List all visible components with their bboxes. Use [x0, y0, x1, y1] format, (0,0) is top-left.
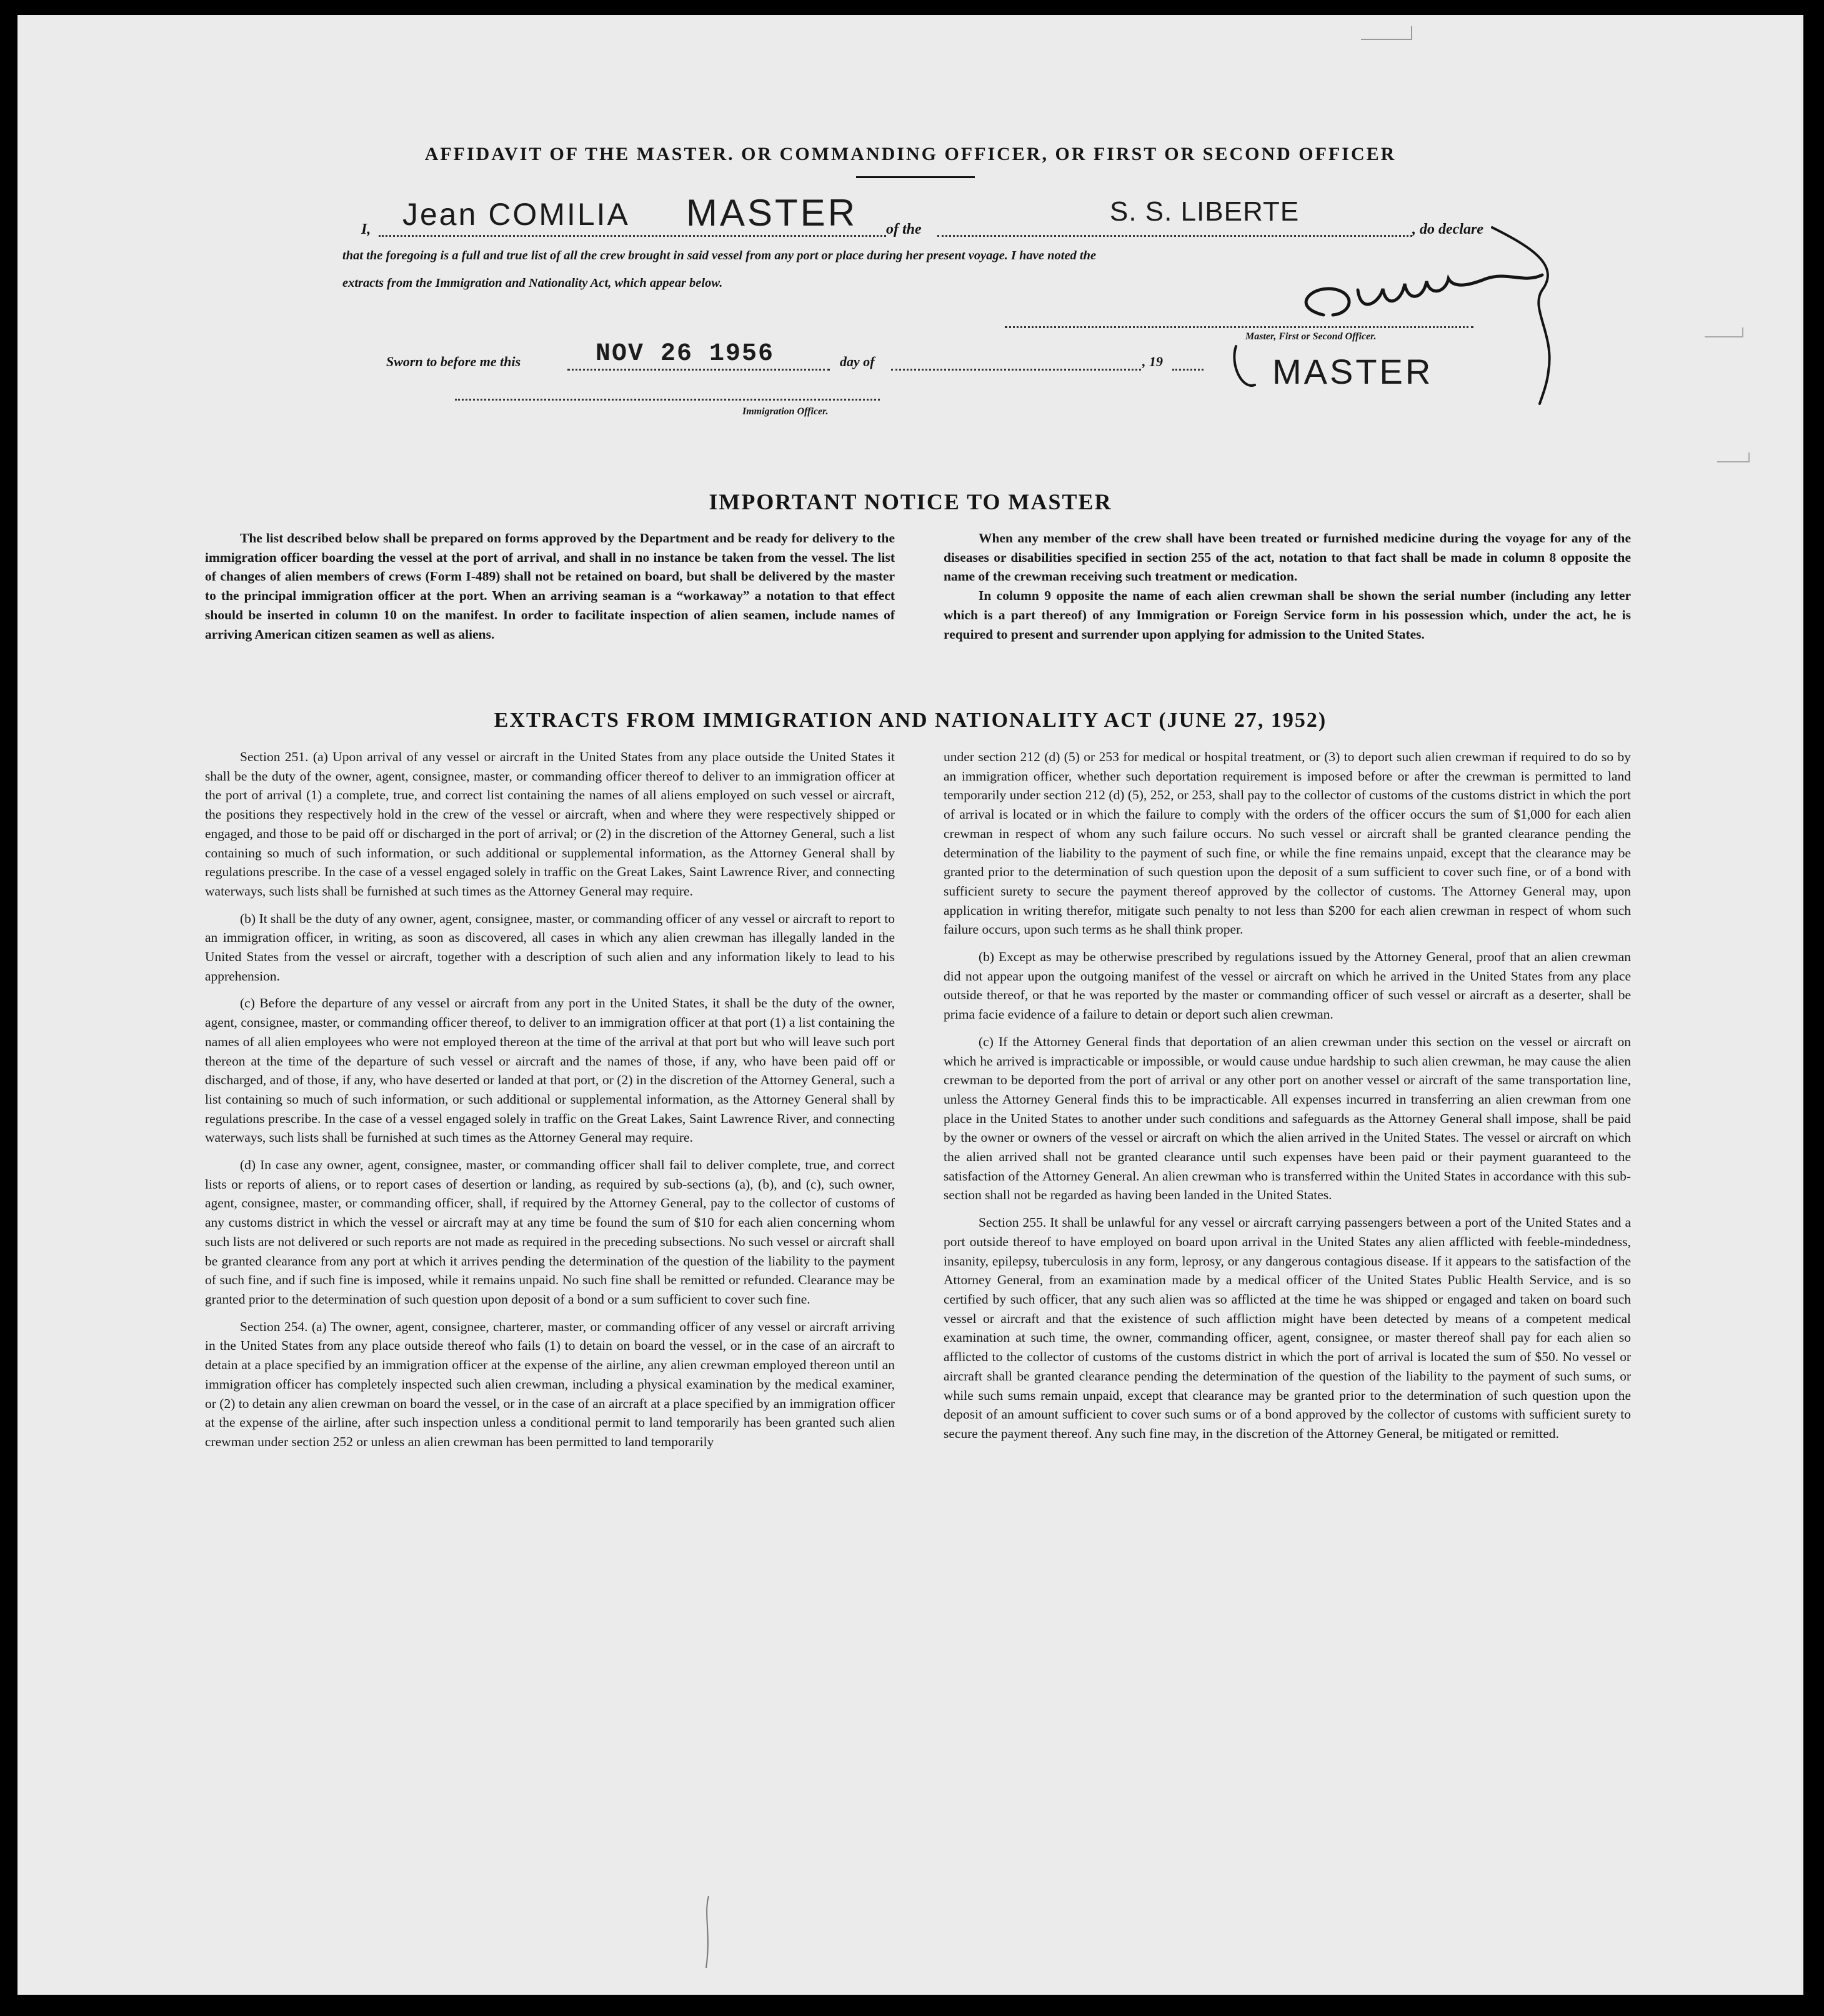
i-label: I, [361, 221, 371, 237]
notice-right-p2: In column 9 opposite the name of each alien crewman shall be shown the serial number (including any letter which is a part thereof) of any Immigration or Foreign Service form in his possession which, under the act, he is required to present and surrender upon applying for admission to the United States. [944, 588, 1631, 642]
section-255: Section 255. It shall be unlawful for any vessel or aircraft carrying passengers between a port of the United States and a port outside thereof to have employed on board upon arrival in the United States any alien afflicted with feeble-mindedness, insanity, epilepsy, tuberculosis in any form, leprosy, or any dangerous contagious disease. If it appears to the satisfaction of the Attorney General, from an examination made by a medical officer of the United States Public Health Service, and is so certified by such officer, that any such alien was so afflicted at the time he was shipped or engaged and taken on board such vessel or aircraft and that the existence of such affliction might have been detected by means of a competent medical examination at such time, the owner, commanding officer, agent, consignee, or master thereof shall pay for each alien so afflicted to the collector of customs of the customs district in which the port of arrival is located the sum of $50. No vessel or aircraft shall be granted clearance pending the determination of the question of the liability to the payment of such sums, or while such sums remain unpaid, except that clearance may be granted prior to the determination of such question upon the deposit of an amount sufficient to cover such sums or of a bond approved by the collector of customs with sufficient surety to secure the payment thereof. Any such fine may, in the discretion of the Attorney General, be mitigated or remitted. [944, 1215, 1631, 1441]
sworn-date-stamp: NOV 26 1956 [596, 340, 775, 368]
scan-mark [1705, 327, 1743, 337]
notice-title: IMPORTANT NOTICE TO MASTER [709, 489, 1112, 514]
sworn-date-blank [567, 369, 830, 371]
day-of-label: day of [840, 354, 875, 369]
year-label: , 19 [1142, 354, 1163, 369]
master-stamp: MASTER [1272, 352, 1433, 391]
month-blank [891, 369, 1141, 371]
name-field: Jean COMILIA [402, 197, 630, 232]
affidavit-title: AFFIDAVIT OF THE MASTER. OR COMMANDING OFFICER, OR FIRST OR SECOND OFFICER [424, 144, 1397, 164]
section-254-a-continued: under section 212 (d) (5) or 253 for medical or hospital treatment, or (3) to deport such alien crewman if required to do so by an immigration officer, whether such deportation requirement is imposed before or after the crewman is permitted to land temporarily under section 212 (d) (5), 252, or 253, shall pay to the collector of customs of the customs district in which the port of arrival is located or in which the failure to comply with the orders of the officer occurs the sum of $1,000 for each alien crewman in respect of whom any such failure occurs. No such vessel or aircraft shall be granted clearance pending the determination of the liability to the payment of such fine, or while the fine remains unpaid, except that the clearance may be granted prior to the determination of such question upon the deposit of a sum sufficient to cover such fine, or of a bond with sufficient surety to secure the payment thereof approved by the collector of customs. The Attorney General may, upon application in writing therefor, mitigate such penalty to not less than $200 for each alien crewman in respect of whom such failure occurs, upon such terms as he shall think proper. [944, 749, 1631, 937]
declaration-line-1: that the foregoing is a full and true list of all the crew brought in said vessel from any port or place during her present voyage. I have noted the [342, 249, 1097, 262]
notice-right [944, 529, 1631, 652]
scan-mark [699, 1896, 717, 1971]
section-251-d: (d) In case any owner, agent, consignee, master, or commanding officer shall fail to deliver complete, true, and correct lists or reports of aliens, or to report cases of desertion or landing, as required by sub-sections (a), (b), and (c), such owner, agent, consignee, master, or commanding officer, shall, if required by the Attorney General, pay to the collector of customs of any customs district in which the vessel or aircraft may at any time be found the sum of $10 for each alien concerning whom such lists are not delivered or such reports are not made as required in the preceding subsections. No such vessel or aircraft shall be granted clearance from any port at which it arrives pending the determination of the question of the liability to the payment of such fine, and if such fine is imposed, while it remains unpaid. No such fine shall be remitted or refunded. Clearance may be granted prior to the determination of such question upon deposit of a bond or a sum sufficient to cover such fine. [205, 1157, 895, 1307]
extracts-right-column [944, 747, 1631, 1452]
of-the-label: of the [886, 221, 922, 237]
section-251-a: Section 251. (a) Upon arrival of any vessel or aircraft in the United States from any place outside the United States it shall be the duty of the owner, agent, consignee, master, or commanding officer thereof to deliver to an immigration officer at the port of arrival (1) a complete, true, and correct list containing the names of all aliens employed on such vessel or aircraft, the positions they respectively hold in the crew of the vessel or aircraft, when and where they were respectively shipped or engaged, and those to be paid off or discharged in the port of arrival; or (2) in the discretion of the Attorney General, such a list containing so much of such information, or such additional or supplemental information, as the Attorney General shall by regulations prescribe. In the case of a vessel engaged solely in traffic on the Great Lakes, Saint Lawrence River, and connecting waterways, such lists shall be furnished at such times as the Attorney General may require. [205, 749, 895, 899]
year-blank [1172, 369, 1204, 371]
notice-right-p1: When any member of the crew shall have been treated or furnished medicine during the voyage for any of the diseases or disabilities specified in section 255 of the act, notation to that fact shall be made in column 8 opposite the name of the crewman receiving such treatment or medication. [944, 531, 1631, 584]
extracts-left-column [205, 747, 895, 1460]
declaration-line-2: extracts from the Immigration and Nationality Act, which appear below. [342, 276, 723, 290]
name-blank [379, 235, 886, 237]
section-251-c: (c) Before the departure of any vessel or aircraft from any port in the United States, it shall be the duty of the owner, agent, consignee, master, or commanding officer thereof, to deliver to an immigration officer at that port (1) a list containing the names of all alien employees who were not employed thereon at the time of the arrival at that port but who will leave such port thereon at the time of the departure of such vessel or aircraft and the names of those, if any, who have been paid off or discharged, and of those, if any, who have deserted or landed at that port, or (2) in the discretion of the Attorney General, such a list containing so much of such information, or such additional or supplemental information, as the Attorney General shall by regulations prescribe. In the case of a vessel engaged solely in traffic on the Great Lakes, Saint Lawrence River, and connecting waterways, such lists shall be furnished at such times as the Attorney General may require. [205, 996, 895, 1145]
scan-mark [1361, 26, 1412, 40]
vessel-field: S. S. LIBERTE [1110, 196, 1300, 227]
section-251-b: (b) It shall be the duty of any owner, agent, consignee, master, or commanding officer of any vessel or aircraft to report to an immigration officer, in writing, as soon as discovered, all cases in which any alien crewman has illegally landed in the United States from the vessel or aircraft, together with a description of such alien and any information likely to lead to his apprehension. [205, 911, 895, 984]
do-declare-label: , do declare [1412, 221, 1483, 237]
extracts-title: EXTRACTS FROM IMMIGRATION AND NATIONALITY ACT (JUNE 27, 1952) [494, 709, 1327, 732]
title-divider [856, 176, 975, 178]
notice-left-text: The list described below shall be prepared on forms approved by the Department and be ready for delivery to the immigration officer boarding the vessel at the port of arrival, and shall in no instance be taken from the vessel. The list of changes of alien members of crews (Form I-489) shall not be retained on board, but shall be delivered by the master to the principal immigration officer at the port. When an arriving seaman is a “workaway” a notation to that effect should be inserted in column 10 on the manifest. In order to facilitate inspection of alien seamen, include names of arriving American citizen seamen as well as aliens. [205, 531, 895, 642]
master-caption: Master, First or Second Officer. [1245, 331, 1377, 342]
notice-left [205, 529, 895, 652]
master-signature-blank [1005, 326, 1473, 328]
section-254-b: (b) Except as may be otherwise prescribed by regulations issued by the Attorney General, proof that an alien crewman did not appear upon the outgoing manifest of the vessel or aircraft on which he arrived in the United States from any place outside thereof, or that he was reported by the master or commanding officer of such vessel or aircraft as a deserter, shall be prima facie evidence of a failure to detain or deport such alien crewman. [944, 949, 1631, 1022]
sworn-label: Sworn to before me this [386, 354, 521, 369]
rank-field: MASTER [686, 192, 858, 234]
officer-caption: Immigration Officer. [742, 406, 829, 417]
scan-mark [1717, 452, 1750, 462]
officer-signature-blank [455, 399, 880, 401]
document-page [17, 15, 1803, 1995]
section-254-a: Section 254. (a) The owner, agent, consignee, charterer, master, or commanding officer of any vessel or aircraft arriving in the United States from any place outside thereof who fails (1) to detain on board the vessel, or in the case of an aircraft to detain at a place specified by an immigration officer at the expense of the airline, any alien crewman employed thereon until an immigration officer has completely inspected such alien crewman, including a physical examination by the medical examiner, or (2) to detain any alien crewman on board the vessel, or in the case of an aircraft at a place specified by an immigration officer at the expense of the airline, after such inspection unless a conditional permit to land temporarily has been granted such alien crewman under section 252 or unless an alien crewman has been permitted to land temporarily [205, 1319, 895, 1449]
section-254-c: (c) If the Attorney General finds that deportation of an alien crewman under this section on the vessel or aircraft on which he arrived is impracticable or impossible, or would cause undue hardship to such alien crewman, he may cause the alien crewman to be deported from the port of arrival or any other port on another vessel or aircraft of the same transportation line, unless the Attorney General finds this to be impracticable. All expenses incurred in transferring an alien crewman from one place in the United States to another under such conditions and safeguards as the Attorney General shall impose, shall be paid by the owner or owners of the vessel or aircraft on which the alien arrived in the United States. The vessel or aircraft on which the alien arrived shall not be granted clearance until such expenses have been paid or their payment guaranteed to the satisfaction of the Attorney General. An alien crewman who is transferred within the United States in accordance with this sub-section shall not be regarded as having been landed in the United States. [944, 1034, 1631, 1203]
